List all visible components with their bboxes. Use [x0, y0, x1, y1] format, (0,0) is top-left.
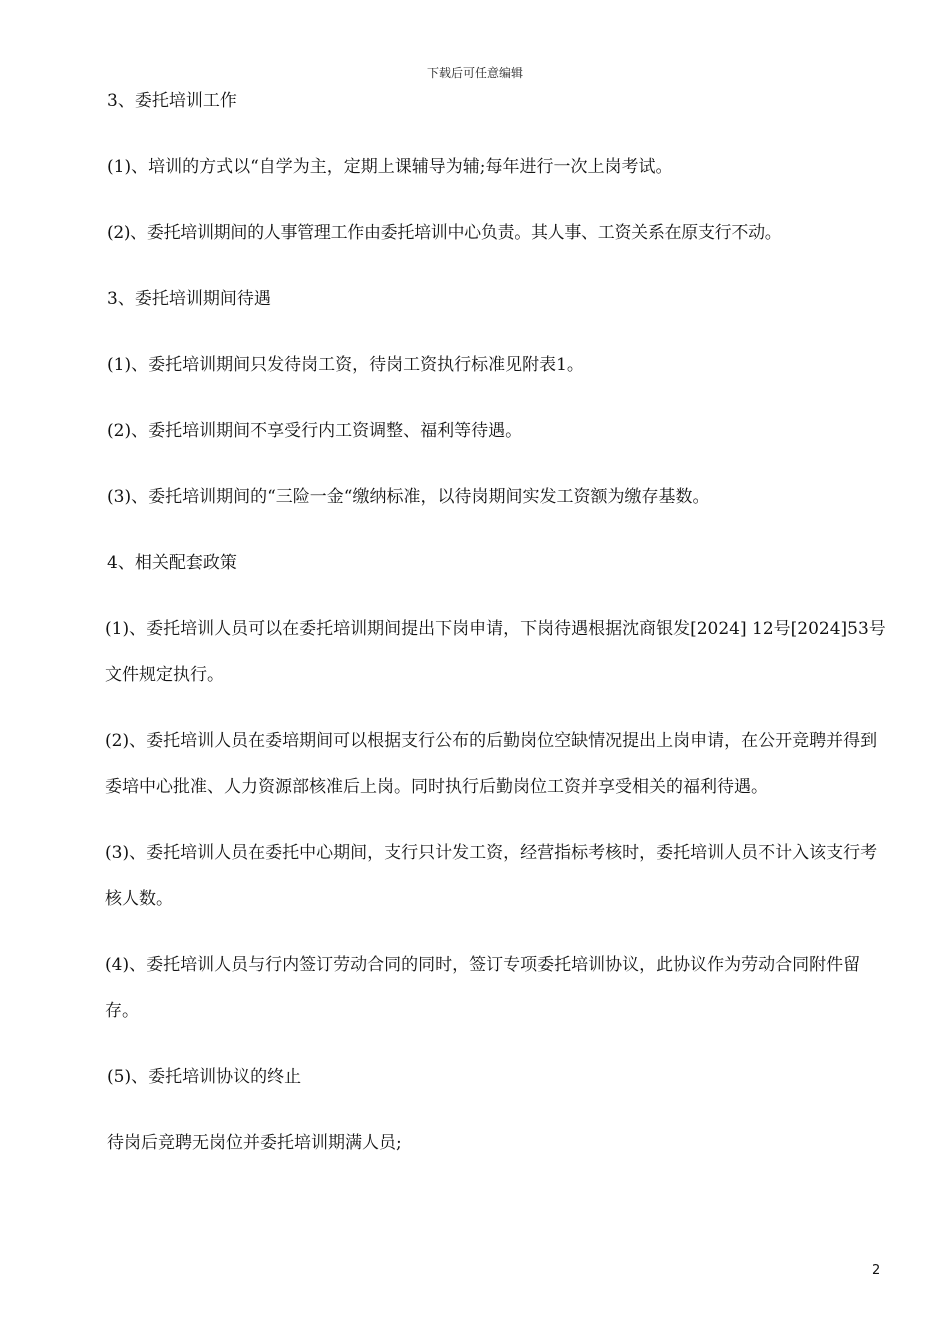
page-number: 2 [872, 1263, 881, 1278]
paragraph: (3)、委托培训人员在委托中心期间，支行只计发工资，经营指标考核时，委托培训人员不计入该支行考核人数。 [105, 843, 878, 909]
paragraph: (1)、培训的方式以“自学为主，定期上课辅导为辅;每年进行一次上岗考试。 [107, 157, 673, 177]
paragraph: (1)、委托培训人员可以在委托培训期间提出下岗申请，下岗待遇根据沈商银发[2024] 12号[2024]53号文件规定执行。 [105, 619, 886, 685]
paragraph: (4)、委托培训人员与行内签订劳动合同的同时，签订专项委托培训协议，此协议作为劳动合同附件留存。 [105, 955, 861, 1021]
paragraph: (2)、委托培训人员在委培期间可以根据支行公布的后勤岗位空缺情况提出上岗申请，在公开竞聘并得到委培中心批准、人力资源部核准后上岗。同时执行后勤岗位工资并享受相关的福利待遇。 [105, 731, 878, 797]
section-heading: 3、委托培训期间待遇 [107, 289, 271, 309]
paragraph: (2)、委托培训期间不享受行内工资调整、福利等待遇。 [107, 421, 523, 441]
page-header: 下载后可任意编辑 [426, 66, 523, 80]
paragraph: (3)、委托培训期间的“三险一金“缴纳标准，以待岗期间实发工资额为缴存基数。 [107, 487, 710, 507]
paragraph: (1)、委托培训期间只发待岗工资，待岗工资执行标准见附表1。 [107, 355, 584, 375]
paragraph: 待岗后竞聘无岗位并委托培训期满人员; [107, 1133, 402, 1153]
section-heading: 3、委托培训工作 [107, 91, 237, 111]
paragraph: (2)、委托培训期间的人事管理工作由委托培训中心负责。其人事、工资关系在原支行不动。 [107, 223, 782, 243]
document-body [107, 78, 887, 1186]
section-heading: 4、相关配套政策 [107, 553, 237, 573]
sub-heading: (5)、委托培训协议的终止 [107, 1067, 302, 1087]
